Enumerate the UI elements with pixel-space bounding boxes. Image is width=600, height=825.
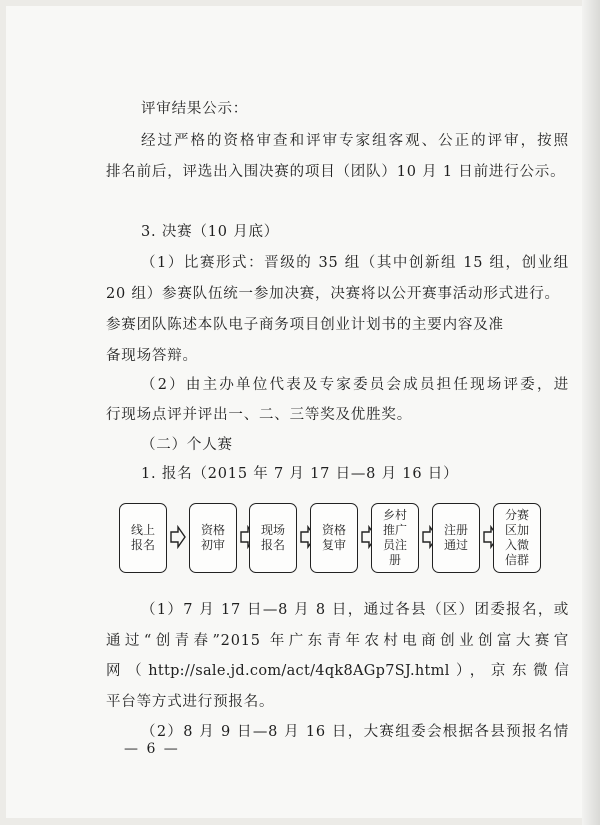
flow-step-second-review: 资格 复审 <box>310 503 358 573</box>
document-page <box>6 6 590 818</box>
section-heading-final: 3. 决赛（10 月底） <box>141 224 280 240</box>
text-line-9: （2）由主办单位代表及专家委员会成员担任现场评委，进 <box>141 377 569 393</box>
text-line-5: （1）比赛形式：晋级的 35 组（其中创新组 15 组，创业组 <box>141 255 569 271</box>
flow-step-join-wechat-group: 分赛 区加 入微 信群 <box>493 503 541 573</box>
text-line-14: 通过“创青春”2015 年广东青年农村电商创业创富大赛官 <box>106 633 569 649</box>
text-line-8: 备现场答辩。 <box>106 348 198 364</box>
registration-flowchart <box>119 503 559 573</box>
flow-step-initial-review: 资格 初审 <box>189 503 237 573</box>
flow-step-online-registration: 线上 报名 <box>119 503 167 573</box>
page-number: — 6 — <box>124 741 180 757</box>
text-line-10: 行现场点评并评出一、二、三等奖及优胜奖。 <box>106 407 412 423</box>
flow-step-promoter-registration: 乡村 推广 员注 册 <box>371 503 419 573</box>
section-heading-registration: 1. 报名（2015 年 7 月 17 日—8 月 16 日） <box>141 466 459 482</box>
page-edge-shadow <box>582 0 600 825</box>
text-line-7: 参赛团队陈述本队电子商务项目创业计划书的主要内容及准 <box>106 317 504 333</box>
text-line-2: 经过严格的资格审查和评审专家组客观、公正的评审，按照 <box>141 133 569 149</box>
text-line-17: （2）8 月 9 日—8 月 16 日，大赛组委会根据各县预报名情 <box>141 724 569 740</box>
arrow-right-icon <box>170 525 186 549</box>
flow-step-onsite-registration: 现场 报名 <box>249 503 297 573</box>
text-line-1: 评审结果公示： <box>141 101 249 117</box>
text-line-16: 平台等方式进行预报名。 <box>106 694 275 710</box>
text-line-url: 网（http://sale.jd.com/act/4qk8AGp7SJ.html），京东微信 <box>106 663 569 679</box>
section-heading-individual: （二）个人赛 <box>141 437 233 453</box>
text-line-3: 排名前后，评选出入围决赛的项目（团队）10 月 1 日前进行公示。 <box>106 164 566 180</box>
text-line-13: （1）7 月 17 日—8 月 8 日，通过各县（区）团委报名，或 <box>141 602 569 618</box>
flow-step-registration-approved: 注册 通过 <box>432 503 480 573</box>
text-line-6: 20 组）参赛队伍统一参加决赛，决赛将以公开赛事活动形式进行。 <box>106 286 560 302</box>
